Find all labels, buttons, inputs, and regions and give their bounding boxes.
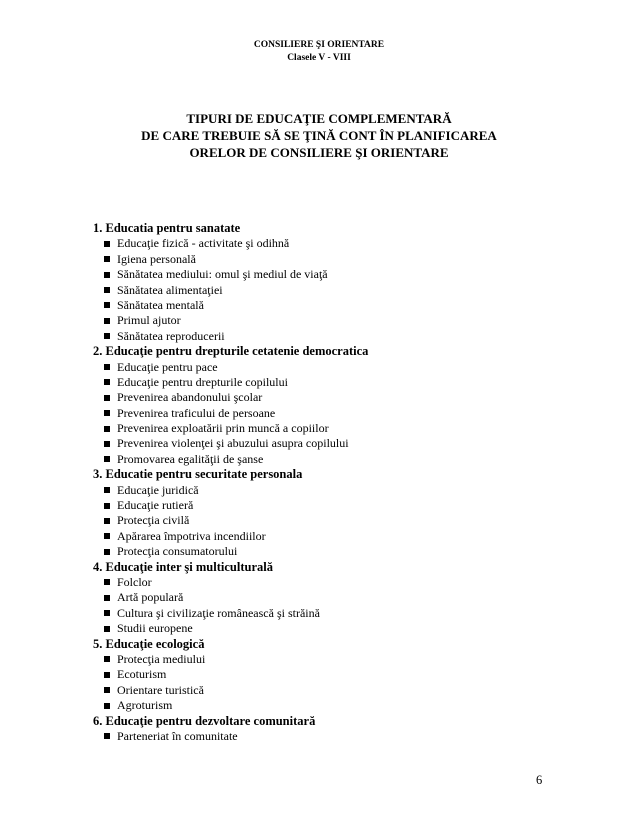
section-title: 2. Educaţie pentru drepturile cetatenie democratica — [93, 344, 369, 359]
list-item-text: Agroturism — [117, 698, 173, 713]
education-types-list — [93, 221, 593, 744]
list-item — [93, 267, 593, 282]
list-item-text: Educaţie fizică - activitate şi odihnă — [117, 236, 290, 251]
section-item-list — [93, 729, 593, 744]
square-bullet-icon — [104, 426, 110, 432]
list-item — [93, 498, 593, 513]
square-bullet-icon — [104, 610, 110, 616]
list-item-text: Protecţia consumatorului — [117, 544, 238, 559]
list-item — [93, 652, 593, 667]
square-bullet-icon — [104, 518, 110, 524]
list-item — [93, 575, 593, 590]
list-item — [93, 667, 593, 682]
section-title: 4. Educaţie inter şi multiculturală — [93, 559, 273, 574]
section — [93, 637, 593, 714]
square-bullet-icon — [104, 456, 110, 462]
list-item-text: Educaţie juridică — [117, 482, 199, 497]
list-item-text: Educaţie pentru drepturile copilului — [117, 374, 288, 389]
square-bullet-icon — [104, 395, 110, 401]
document-title-line-3: ORELOR DE CONSILIERE ŞI ORIENTARE — [189, 145, 449, 160]
list-item — [93, 544, 593, 559]
list-item — [93, 236, 593, 251]
square-bullet-icon — [104, 687, 110, 693]
list-item-text: Protecţia civilă — [117, 513, 190, 528]
list-item-text: Cultura şi civilizaţie românească şi străină — [117, 605, 320, 620]
square-bullet-icon — [104, 302, 110, 308]
section-title: 1. Educatia pentru sanatate — [93, 221, 241, 235]
list-item — [93, 436, 593, 451]
square-bullet-icon — [104, 379, 110, 385]
square-bullet-icon — [104, 626, 110, 632]
square-bullet-icon — [104, 410, 110, 416]
section — [93, 467, 593, 559]
running-header-subtitle: Clasele V - VIII — [287, 53, 351, 63]
square-bullet-icon — [104, 256, 110, 262]
section — [93, 221, 593, 344]
list-item-text: Apărarea împotriva incendiilor — [117, 528, 266, 543]
square-bullet-icon — [104, 441, 110, 447]
square-bullet-icon — [104, 241, 110, 247]
section-title: 3. Educatie pentru securitate personala — [93, 467, 303, 482]
list-item-text: Studii europene — [117, 621, 193, 636]
square-bullet-icon — [104, 533, 110, 539]
list-item — [93, 621, 593, 636]
running-header-title: CONSILIERE ŞI ORIENTARE — [253, 40, 385, 50]
square-bullet-icon — [104, 549, 110, 555]
list-item — [93, 298, 593, 313]
square-bullet-icon — [104, 364, 110, 370]
list-item-text: Igiena personală — [117, 251, 196, 266]
square-bullet-icon — [104, 272, 110, 278]
square-bullet-icon — [104, 595, 110, 601]
list-item — [93, 313, 593, 328]
list-item — [93, 698, 593, 713]
list-item-text: Artă populară — [117, 590, 184, 605]
list-item — [93, 421, 593, 436]
square-bullet-icon — [104, 733, 110, 739]
document-title-line-2: DE CARE TREBUIE SĂ SE ŢINĂ CONT ÎN PLANIFICAREA — [141, 128, 497, 143]
list-item — [93, 283, 593, 298]
list-item — [93, 252, 593, 267]
list-item — [93, 606, 593, 621]
section-item-list — [93, 652, 593, 714]
square-bullet-icon — [104, 487, 110, 493]
section-item-list — [93, 360, 593, 468]
square-bullet-icon — [104, 579, 110, 585]
list-item — [93, 513, 593, 528]
list-item — [93, 375, 593, 390]
section — [93, 560, 593, 637]
list-item — [93, 452, 593, 467]
list-item-text: Ecoturism — [117, 667, 167, 682]
list-item — [93, 483, 593, 498]
section-title: 5. Educaţie ecologică — [93, 636, 205, 651]
square-bullet-icon — [104, 672, 110, 678]
list-item-text: Folclor — [117, 574, 152, 589]
list-item-text: Orientare turistică — [117, 682, 204, 697]
list-item — [93, 360, 593, 375]
list-item — [93, 329, 593, 344]
section — [93, 714, 593, 745]
square-bullet-icon — [104, 287, 110, 293]
list-item-text: Prevenirea abandonului şcolar — [117, 390, 263, 405]
section-item-list — [93, 575, 593, 637]
list-item-text: Sănătatea reproducerii — [117, 328, 225, 343]
square-bullet-icon — [104, 318, 110, 324]
list-item — [93, 390, 593, 405]
square-bullet-icon — [104, 333, 110, 339]
list-item — [93, 590, 593, 605]
list-item-text: Prevenirea violenţei şi abuzului asupra copilului — [117, 436, 349, 451]
list-item-text: Sănătatea mentală — [117, 297, 204, 312]
section-item-list — [93, 483, 593, 560]
list-item-text: Sănătatea alimentaţiei — [117, 282, 223, 297]
square-bullet-icon — [104, 703, 110, 709]
square-bullet-icon — [104, 503, 110, 509]
list-item-text: Prevenirea traficului de persoane — [117, 405, 276, 420]
document-title-line-1: TIPURI DE EDUCAŢIE COMPLEMENTARĂ — [186, 111, 452, 126]
list-item-text: Sănătatea mediului: omul şi mediul de viaţă — [117, 267, 328, 282]
section-item-list — [93, 236, 593, 344]
list-item-text: Promovarea egalităţii de şanse — [117, 451, 264, 466]
list-item-text: Protecţia mediului — [117, 651, 206, 666]
page-number: 6 — [536, 773, 543, 787]
section — [93, 344, 593, 467]
list-item — [93, 529, 593, 544]
list-item — [93, 729, 593, 744]
list-item-text: Educaţie pentru pace — [117, 359, 218, 374]
list-item-text: Primul ajutor — [117, 313, 181, 328]
list-item-text: Educaţie rutieră — [117, 498, 194, 513]
list-item-text: Prevenirea exploatării prin muncă a copiilor — [117, 421, 329, 436]
list-item — [93, 683, 593, 698]
square-bullet-icon — [104, 656, 110, 662]
list-item — [93, 406, 593, 421]
list-item-text: Parteneriat în comunitate — [117, 728, 238, 743]
section-title: 6. Educaţie pentru dezvoltare comunitară — [93, 713, 316, 728]
